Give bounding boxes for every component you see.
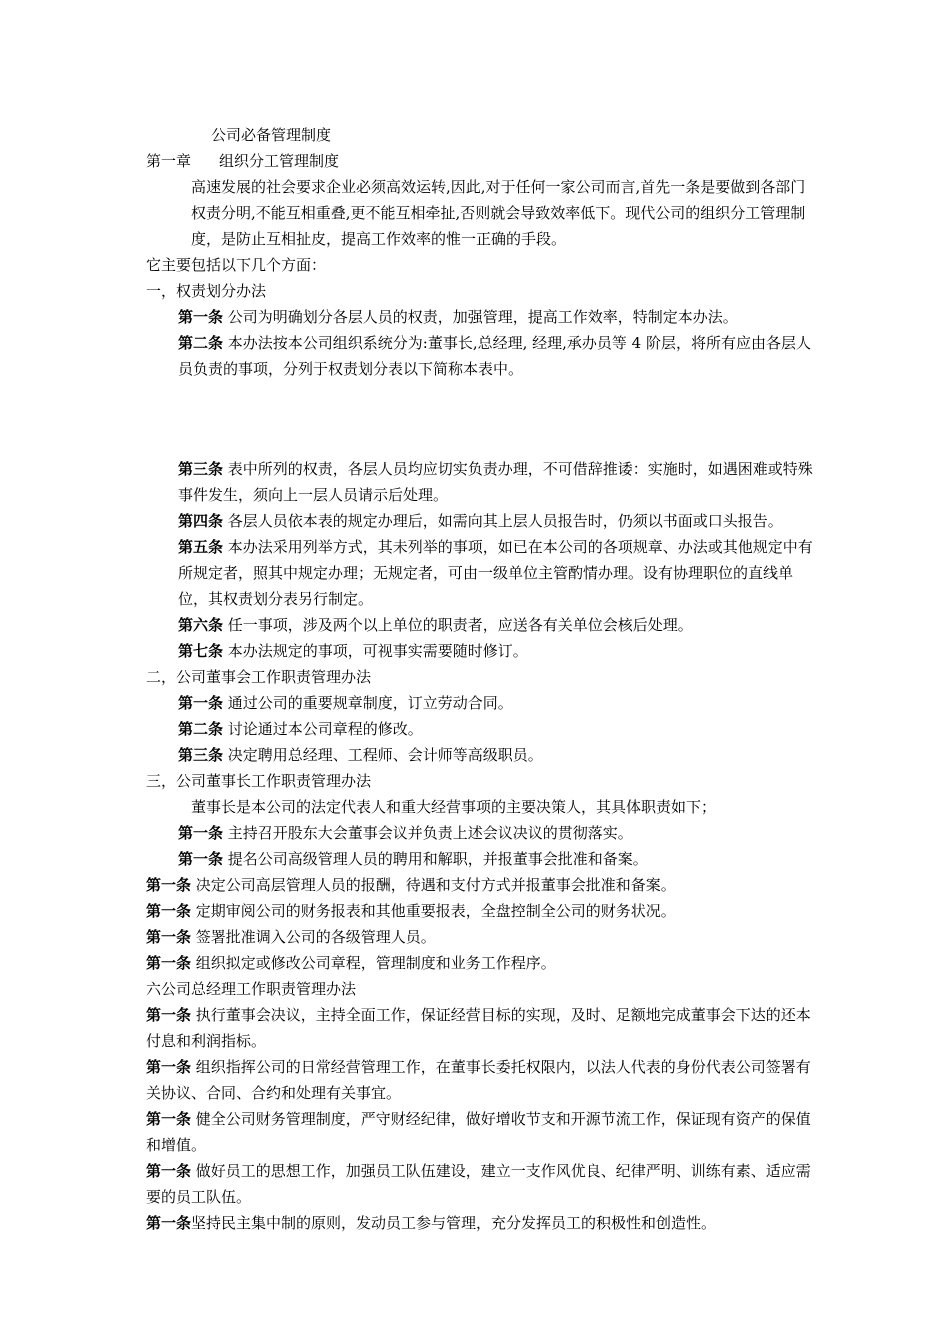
article (146, 534, 816, 612)
article-label: 第一条 (146, 954, 192, 972)
article-text: 主持召开股东大会董事会议并负责上述会议决议的贯彻落实。 (223, 824, 633, 842)
article-text: 各层人员依本表的规定办理后，如需向其上层人员报告时，仍须以书面或口头报告。 (223, 512, 783, 530)
article-text: 做好员工的思想工作，加强员工队伍建设，建立一支作风优良、纪律严明、训练有素、适应需要的员工队伍。 (146, 1162, 811, 1206)
article-label: 第六条 (178, 616, 224, 634)
article-text: 定期审阅公司的财务报表和其他重要报表，全盘控制全公司的财务状况。 (191, 902, 676, 920)
section-heading-6: 六公司总经理工作职责管理办法 (146, 980, 357, 998)
article (146, 1210, 816, 1236)
article (146, 456, 816, 508)
article (146, 508, 816, 534)
article-label: 第一条 (146, 1214, 192, 1232)
article-label: 第一条 (178, 308, 224, 326)
section-heading-2: 二，公司董事会工作职责管理办法 (146, 668, 372, 686)
article-label: 第三条 (178, 460, 224, 478)
article-label: 第四条 (178, 512, 224, 530)
article-label: 第七条 (178, 642, 224, 660)
article (146, 898, 816, 924)
section-heading-3: 三，公司董事长工作职责管理办法 (146, 772, 372, 790)
article (146, 1106, 816, 1158)
article-text: 组织拟定或修改公司章程，管理制度和业务工作程序。 (191, 954, 556, 972)
article-label: 第一条 (178, 850, 224, 868)
article-label: 第一条 (146, 928, 192, 946)
section-heading-1: 一，权责划分办法 (146, 282, 267, 300)
article (146, 820, 816, 846)
article-label: 第一条 (146, 1162, 192, 1180)
article-text: 坚持民主集中制的原则，发动员工参与管理，充分发挥员工的积极性和创造性。 (191, 1214, 717, 1232)
article-label: 第一条 (146, 1110, 192, 1128)
article-text: 任一事项，涉及两个以上单位的职责者，应送各有关单位会核后处理。 (223, 616, 693, 634)
document-page (146, 122, 816, 1236)
article-text: 表中所列的权责，各层人员均应切实负责办理，不可借辞推诿：实施时，如遇困难或特殊事件发生，须向上一层人员请示后处理。 (178, 460, 813, 504)
article-label: 第二条 (178, 720, 224, 738)
article-label: 第一条 (146, 1006, 192, 1024)
article (146, 612, 816, 638)
article (146, 846, 816, 872)
article (146, 1054, 816, 1106)
article-text: 本办法按本公司组织系统分为:董事长,总经理, 经理,承办员等 4 阶层，将所有应由各层人员负责的事项，分列于权责划分表以下简称本表中。 (178, 334, 811, 378)
chapter-name: 组织分工管理制度 (219, 152, 340, 170)
article-text: 健全公司财务管理制度，严守财经纪律，做好增收节支和开源节流工作，保证现有资产的保值和增值。 (146, 1110, 811, 1154)
chapter-number: 第一章 (146, 152, 192, 170)
article-text: 通过公司的重要规章制度，订立劳动合同。 (223, 694, 513, 712)
intro-paragraph: 高速发展的社会要求企业必须高效运转,因此,对于任何一家公司而言,首先一条是要做到各部门权责分明,不能互相重叠,更不能互相牵扯,否则就会导致效率低下。现代公司的组织分工管理制度，是防止互相扯皮，提高工作效率的惟一正确的手段。 (191, 178, 806, 248)
article (146, 304, 816, 330)
article-label: 第一条 (178, 694, 224, 712)
article-text: 本办法规定的事项，可视事实需要随时修订。 (223, 642, 528, 660)
article (146, 690, 816, 716)
article-label: 第二条 (178, 334, 224, 352)
article-text: 决定公司高层管理人员的报酬，待遇和支付方式并报董事会批准和备案。 (191, 876, 676, 894)
article (146, 330, 816, 382)
article-text: 本办法采用列举方式，其未列举的事项，如已在本公司的各项规章、办法或其他规定中有所规定者，照其中规定办理；无规定者，可由一级单位主管酌情办理。设有协理职位的直线单位，其权责划分表另行制定。 (178, 538, 813, 608)
article (146, 950, 816, 976)
lead-line: 它主要包括以下几个方面： (146, 256, 327, 274)
article-label: 第一条 (178, 824, 224, 842)
article-label: 第五条 (178, 538, 224, 556)
article (146, 742, 816, 768)
article-text: 组织指挥公司的日常经营管理工作，在董事长委托权限内，以法人代表的身份代表公司签署有关协议、合同、合约和处理有关事宜。 (146, 1058, 811, 1102)
article-text: 执行董事会决议，主持全面工作，保证经营目标的实现，及时、足额地完成董事会下达的还本付息和利润指标。 (146, 1006, 811, 1050)
article-text: 决定聘用总经理、工程师、会计师等高级职员。 (223, 746, 543, 764)
article (146, 1158, 816, 1210)
article-text: 公司为明确划分各层人员的权责，加强管理，提高工作效率，特制定本办法。 (223, 308, 738, 326)
article (146, 1002, 816, 1054)
article-text: 签署批准调入公司的各级管理人员。 (191, 928, 436, 946)
article-text: 讨论通过本公司章程的修改。 (223, 720, 423, 738)
section-intro: 董事长是本公司的法定代表人和重大经营事项的主要决策人，其具体职责如下； (191, 798, 717, 816)
article (146, 924, 816, 950)
article (146, 872, 816, 898)
article-text: 提名公司高级管理人员的聘用和解职，并报董事会批准和备案。 (223, 850, 648, 868)
article-label: 第一条 (146, 902, 192, 920)
article-label: 第三条 (178, 746, 224, 764)
article (146, 716, 816, 742)
article-label: 第一条 (146, 876, 192, 894)
article-label: 第一条 (146, 1058, 192, 1076)
article (146, 638, 816, 664)
document-title: 公司必备管理制度 (211, 126, 332, 144)
chapter-heading (146, 148, 816, 174)
